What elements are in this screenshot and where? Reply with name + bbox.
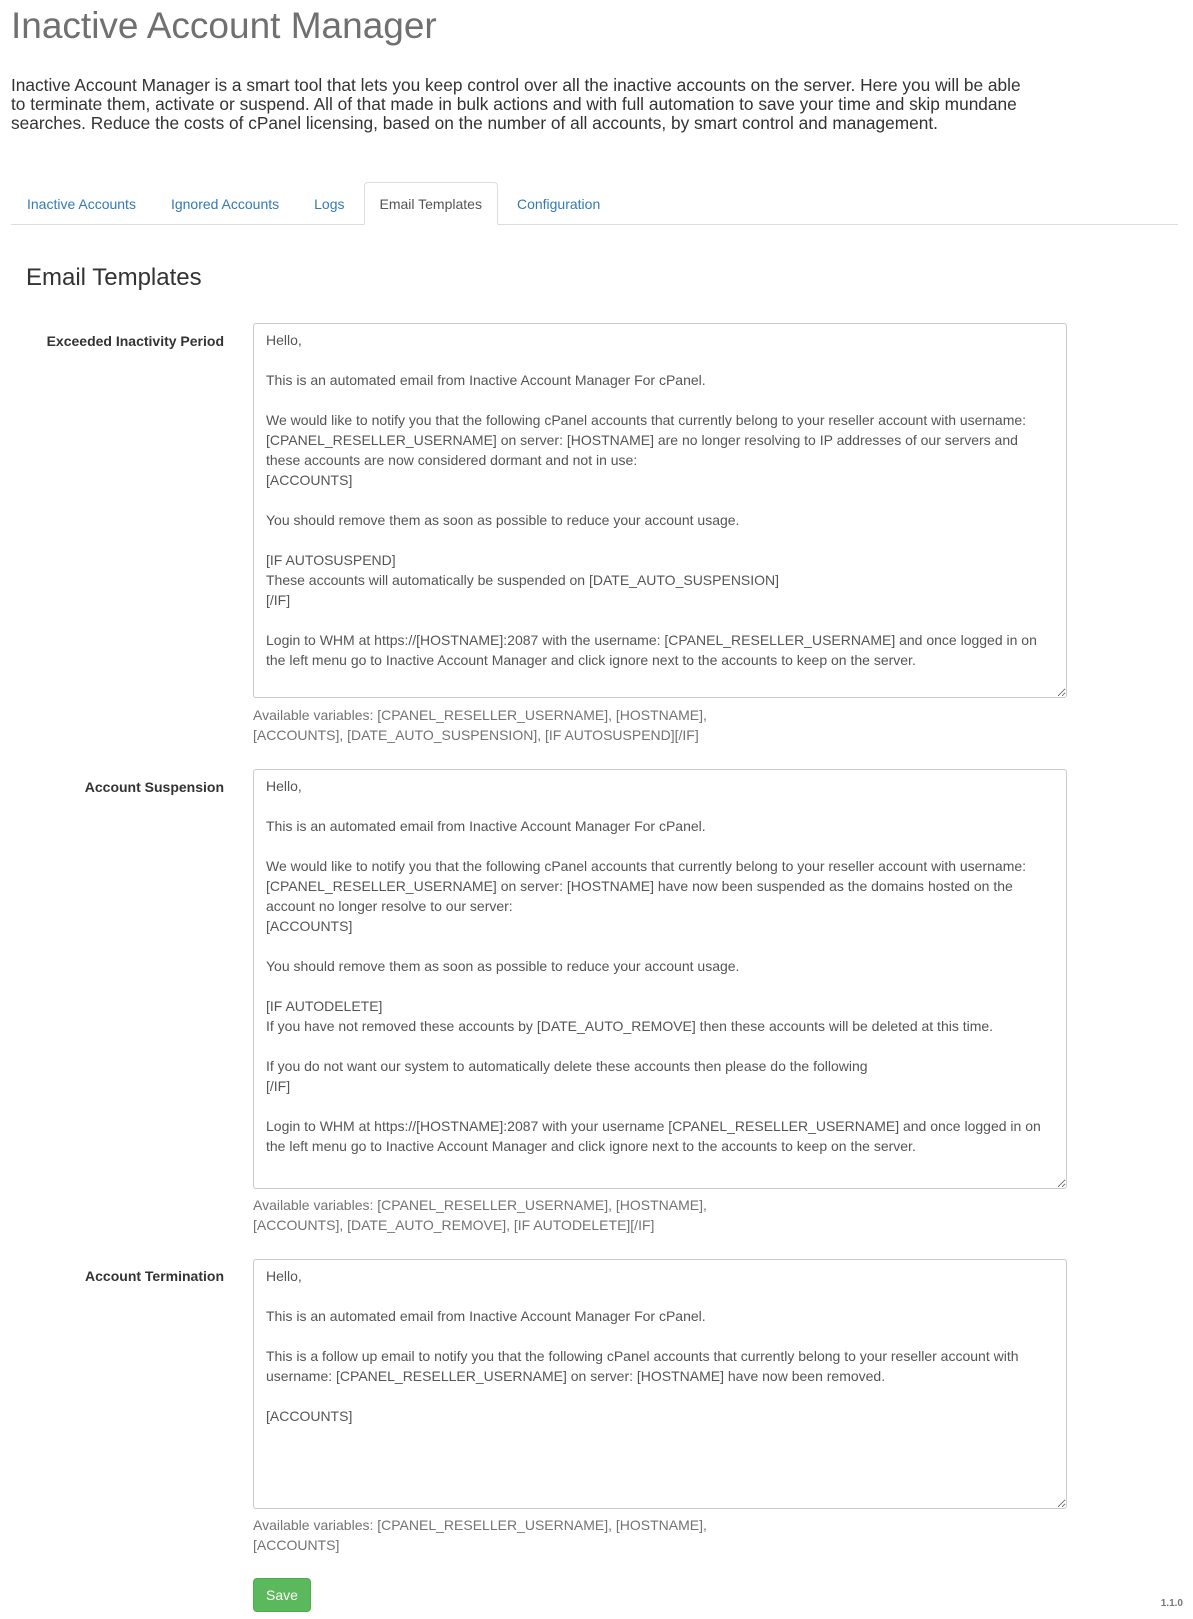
help-line: Available variables: [CPANEL_RESELLER_USERNAME], [HOSTNAME], [253, 1197, 707, 1213]
account-termination-textarea[interactable] [253, 1259, 1067, 1509]
account-termination-label: Account Termination [85, 1268, 224, 1284]
help-line: [ACCOUNTS], [DATE_AUTO_SUSPENSION], [IF AUTOSUSPEND][/IF] [253, 727, 699, 743]
tab-inactive-accounts[interactable]: Inactive Accounts [27, 196, 136, 212]
account-suspension-help [253, 1195, 733, 1235]
tab-bar [11, 183, 1178, 225]
exceeded-inactivity-textarea[interactable] [253, 323, 1067, 698]
save-button[interactable]: Save [253, 1578, 311, 1612]
exceeded-inactivity-label: Exceeded Inactivity Period [46, 333, 224, 349]
page-title: Inactive Account Manager [11, 5, 437, 46]
help-line: [ACCOUNTS], [DATE_AUTO_REMOVE], [IF AUTODELETE][/IF] [253, 1217, 655, 1233]
help-line: Available variables: [CPANEL_RESELLER_USERNAME], [HOSTNAME], [253, 707, 707, 723]
tab-ignored-accounts[interactable]: Ignored Accounts [170, 196, 280, 212]
tab-logs[interactable]: Logs [314, 196, 345, 212]
help-line: Available variables: [CPANEL_RESELLER_USERNAME], [HOSTNAME], [253, 1517, 707, 1533]
version-label: 1.1.0 [1160, 1598, 1183, 1609]
exceeded-inactivity-help [253, 705, 733, 745]
account-termination-help [253, 1515, 733, 1555]
tab-email-templates[interactable]: Email Templates [364, 182, 498, 225]
tab-configuration[interactable]: Configuration [516, 196, 601, 212]
page-description: Inactive Account Manager is a smart tool that lets you keep control over all the inactive accounts on the server. Here you will be able to terminate them, activate or suspend. All of that made in bulk actions and with full automation to save your time and skip mundane searches. Reduce the costs of cPanel licensing, based on the number of all accounts, by smart control and management. [11, 75, 1021, 133]
account-suspension-label: Account Suspension [84, 779, 224, 795]
help-line: [ACCOUNTS] [253, 1537, 340, 1553]
section-title: Email Templates [26, 264, 202, 291]
account-suspension-textarea[interactable] [253, 769, 1067, 1189]
